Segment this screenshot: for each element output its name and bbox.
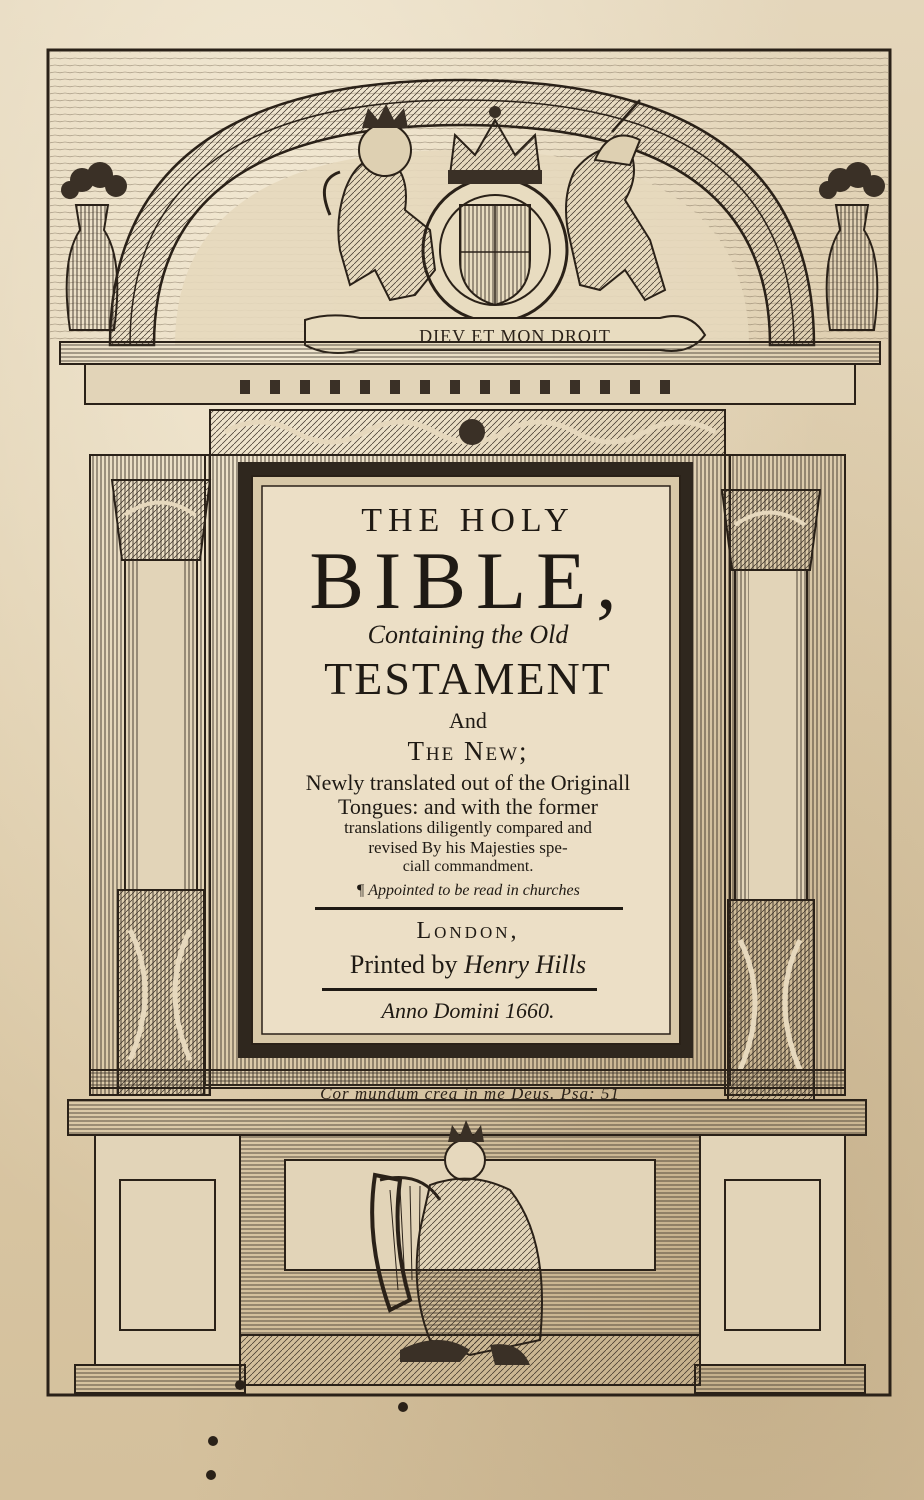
divider-rule [315,907,623,910]
title-containing: Containing the Old [367,620,569,649]
description-line: Newly translated out of the Originall [305,770,631,795]
psalm-inscription: Cor mundum crea in me Deus. Psa: 51 [320,1084,620,1103]
left-column [112,480,210,1095]
title-the-new: The New; [407,736,529,766]
title-bible: BIBLE, [309,535,627,626]
title-and: And [449,708,487,733]
title-the-holy: THE HOLY [361,502,575,539]
printer-name: Henry Hills [464,950,587,979]
title-testament: TESTAMENT [324,653,612,704]
divider-rule [322,988,597,991]
imprint-printer [270,950,666,980]
description-line: ciall commandment. [402,858,534,875]
description-line: revised By his Majesties spe- [368,838,568,857]
imprint-city: London, [416,918,520,944]
appointed-note: ¶ Appointed to be read in churches [356,882,580,899]
heraldic-motto: DIEV ET MON DROIT [419,326,611,346]
imprint-year: Anno Domini 1660. [381,998,555,1023]
description-line: translations diligently compared and [344,818,592,837]
description-line: Tongues: and with the former [338,794,598,819]
right-column [722,490,820,1100]
printer-prefix: Printed by [349,950,458,979]
